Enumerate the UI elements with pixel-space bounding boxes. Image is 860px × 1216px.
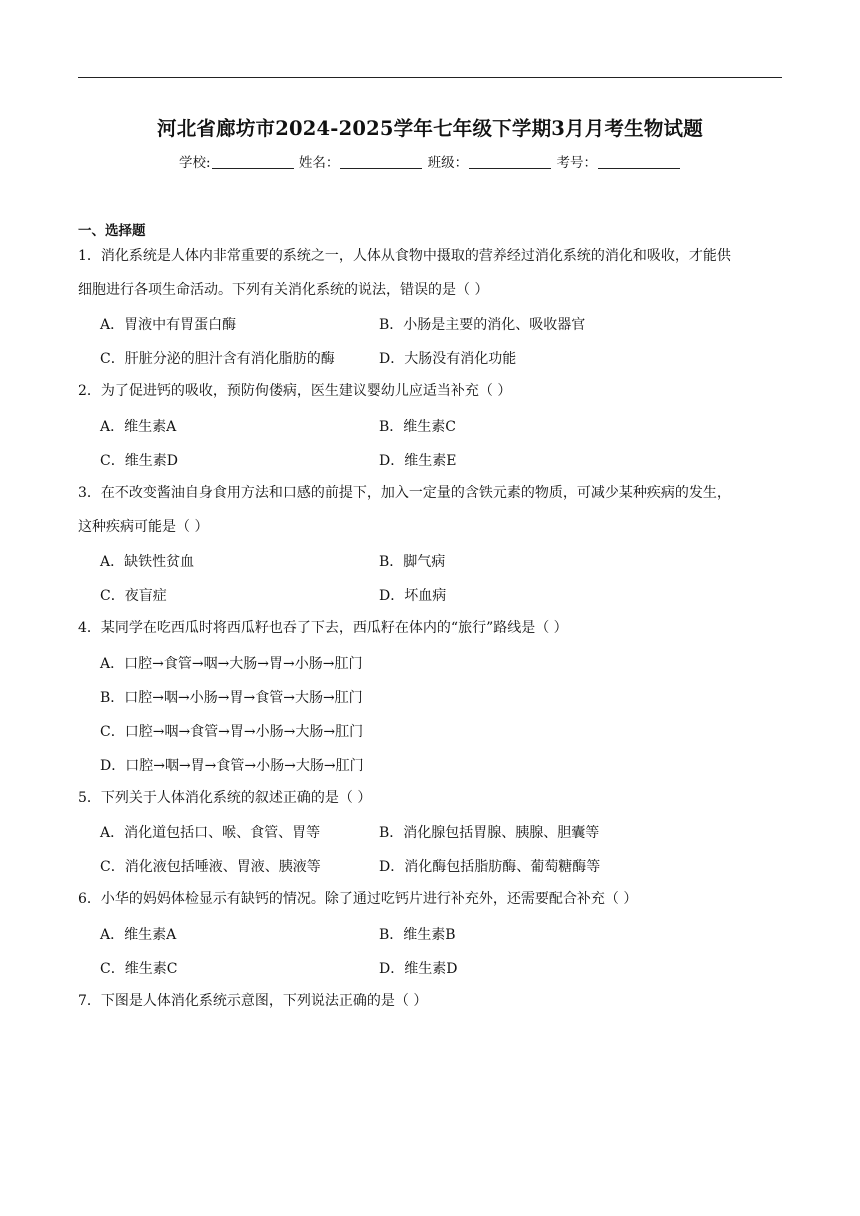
school-blank (212, 155, 294, 169)
option-c: C．维生素C (100, 961, 178, 977)
question-number: 6． (78, 891, 101, 907)
question-1-options-row-2 (100, 348, 782, 368)
question-number: 1． (78, 248, 101, 264)
question-2-options-row-2 (100, 450, 782, 470)
option-d: D．坏血病 (379, 588, 447, 604)
question-5 (78, 782, 782, 816)
option-a: A．消化道包括口、喉、食管、胃等 (100, 825, 321, 841)
question-5-options-row-2 (100, 856, 782, 876)
option-b: B．消化腺包括胃腺、胰腺、胆囊等 (379, 825, 600, 841)
name-label: 姓名： (298, 155, 340, 171)
option-c: C．口腔→咽→食管→胃→小肠→大肠→肛门 (100, 724, 364, 740)
question-text-line: 在不改变酱油自身食用方法和口感的前提下，加入一定量的含铁元素的物质，可减少某种疾病的发生， (100, 485, 731, 501)
question-number: 2． (78, 383, 101, 399)
option-b: B．口腔→咽→小肠→胃→食管→大肠→肛门 (100, 690, 363, 706)
exam-no-blank (598, 155, 680, 169)
question-6 (78, 883, 782, 917)
option-c: C．消化液包括唾液、胃液、胰液等 (100, 859, 321, 875)
option-c: C．夜盲症 (100, 588, 167, 604)
question-number: 7． (78, 993, 101, 1009)
header-rule (78, 77, 782, 78)
option-b: B．维生素B (379, 927, 456, 943)
question-2 (78, 375, 782, 409)
section-title: 一、选择题 (78, 223, 146, 239)
class-blank (469, 155, 551, 169)
option-b: B．脚气病 (379, 554, 446, 570)
question-text-line: 小华的妈妈体检显示有缺钙的情况。除了通过吃钙片进行补充外，还需要配合补充（ ） (100, 891, 638, 907)
name-blank (340, 155, 422, 169)
option-a: A．维生素A (100, 927, 177, 943)
question-text-line: 下图是人体消化系统示意图，下列说法正确的是（ ） (100, 993, 428, 1009)
question-6-options-row-1 (100, 924, 782, 944)
question-2-options-row-1 (100, 416, 782, 436)
question-1-options-row-1 (100, 314, 782, 334)
question-number: 4． (78, 620, 101, 636)
question-text-line: 消化系统是人体内非常重要的系统之一，人体从食物中摄取的营养经过消化系统的消化和吸收，才能供 (100, 248, 731, 264)
option-d: D．维生素D (379, 961, 458, 977)
question-number: 3． (78, 485, 101, 501)
page-title: 河北省廊坊市2024-2025学年七年级下学期3月月考生物试题 (157, 117, 703, 140)
option-a: A．口腔→食管→咽→大肠→胃→小肠→肛门 (100, 656, 363, 672)
option-b: B．维生素C (379, 419, 456, 435)
option-d: D．大肠没有消化功能 (379, 351, 517, 367)
option-c: C．维生素D (100, 453, 178, 469)
question-text-line: 为了促进钙的吸收，预防佝偻病，医生建议婴幼儿应适当补充（ ） (100, 383, 512, 399)
question-text-line: 这种疾病可能是（ ） (78, 518, 209, 535)
exam-no-label: 考号： (556, 155, 597, 171)
option-a: A．胃液中有胃蛋白酶 (100, 317, 237, 333)
question-text-line: 细胞进行各项生命活动。下列有关消化系统的说法，错误的是（ ） (78, 281, 489, 298)
question-number: 5． (78, 790, 101, 806)
school-label: 学校: (179, 155, 211, 171)
option-a: A．维生素A (100, 419, 177, 435)
option-d: D．口腔→咽→胃→食管→小肠→大肠→肛门 (100, 758, 364, 774)
option-d: D．消化酶包括脂肪酶、葡萄糖酶等 (379, 859, 601, 875)
question-7 (78, 985, 782, 1019)
question-1 (78, 240, 782, 307)
option-b: B．小肠是主要的消化、吸收器官 (379, 317, 586, 333)
question-3 (78, 477, 782, 544)
question-3-options-row-2 (100, 585, 782, 605)
student-info-line (0, 151, 860, 171)
question-3-options-row-1 (100, 551, 782, 571)
class-label: 班级： (427, 155, 469, 171)
question-text-line: 下列关于人体消化系统的叙述正确的是（ ） (100, 790, 372, 806)
option-c: C．肝脏分泌的胆汁含有消化脂肪的酶 (100, 351, 335, 367)
question-5-options-row-1 (100, 822, 782, 842)
option-d: D．维生素E (379, 453, 457, 469)
question-6-options-row-2 (100, 958, 782, 978)
question-4 (78, 612, 782, 646)
option-a: A．缺铁性贫血 (100, 554, 195, 570)
question-text-line: 某同学在吃西瓜时将西瓜籽也吞了下去，西瓜籽在体内的“旅行”路线是（ ） (100, 620, 568, 636)
